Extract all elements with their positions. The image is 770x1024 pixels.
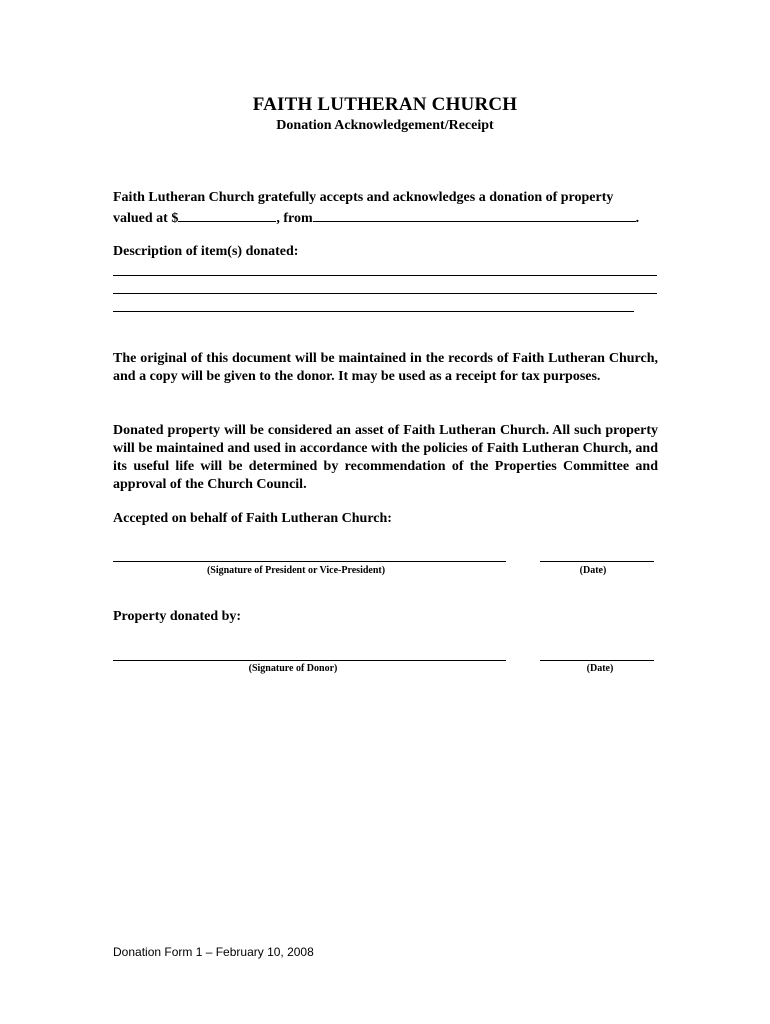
amount-field[interactable] — [178, 208, 276, 222]
donor-signature-caption: (Signature of Donor) — [248, 663, 338, 674]
records-paragraph: The original of this document will be maintained in the records of Faith Lutheran Church, and a copy will be given to the donor. It may be used as a receipt for tax purposes. — [113, 351, 658, 384]
intro-line-2 — [113, 208, 639, 227]
footer-note: Donation Form 1 – February 10, 2008 — [113, 945, 314, 959]
description-label: Description of item(s) donated: — [113, 244, 299, 259]
from-label: , from — [276, 211, 313, 226]
valued-at-label: valued at $ — [113, 211, 179, 226]
donated-by-label: Property donated by: — [113, 609, 242, 624]
page-subtitle: Donation Acknowledgement/Receipt — [276, 118, 494, 133]
description-line-1[interactable] — [113, 275, 657, 276]
donor-from-field[interactable] — [313, 208, 636, 222]
president-signature-line[interactable] — [113, 561, 506, 562]
page-title: FAITH LUTHERAN CHURCH — [252, 94, 518, 115]
president-signature-caption: (Signature of President or Vice-President) — [206, 565, 386, 576]
description-line-3[interactable] — [113, 311, 634, 312]
donor-date-line[interactable] — [540, 660, 654, 661]
president-date-line[interactable] — [540, 561, 654, 562]
president-date-caption: (Date) — [579, 565, 607, 576]
donor-signature-line[interactable] — [113, 660, 506, 661]
intro-line-1: Faith Lutheran Church gratefully accepts and acknowledges a donation of property — [113, 190, 614, 205]
period-mark: . — [635, 211, 640, 226]
description-line-2[interactable] — [113, 293, 657, 294]
accepted-label: Accepted on behalf of Faith Lutheran Church: — [113, 511, 392, 526]
asset-paragraph: Donated property will be considered an asset of Faith Lutheran Church. All such property will be maintained and used in accordance with the policies of Faith Lutheran Church, and its useful life will be determined by recommendation of the Properties Committee and approval of the Church Council. — [113, 423, 658, 492]
donor-date-caption: (Date) — [586, 663, 614, 674]
